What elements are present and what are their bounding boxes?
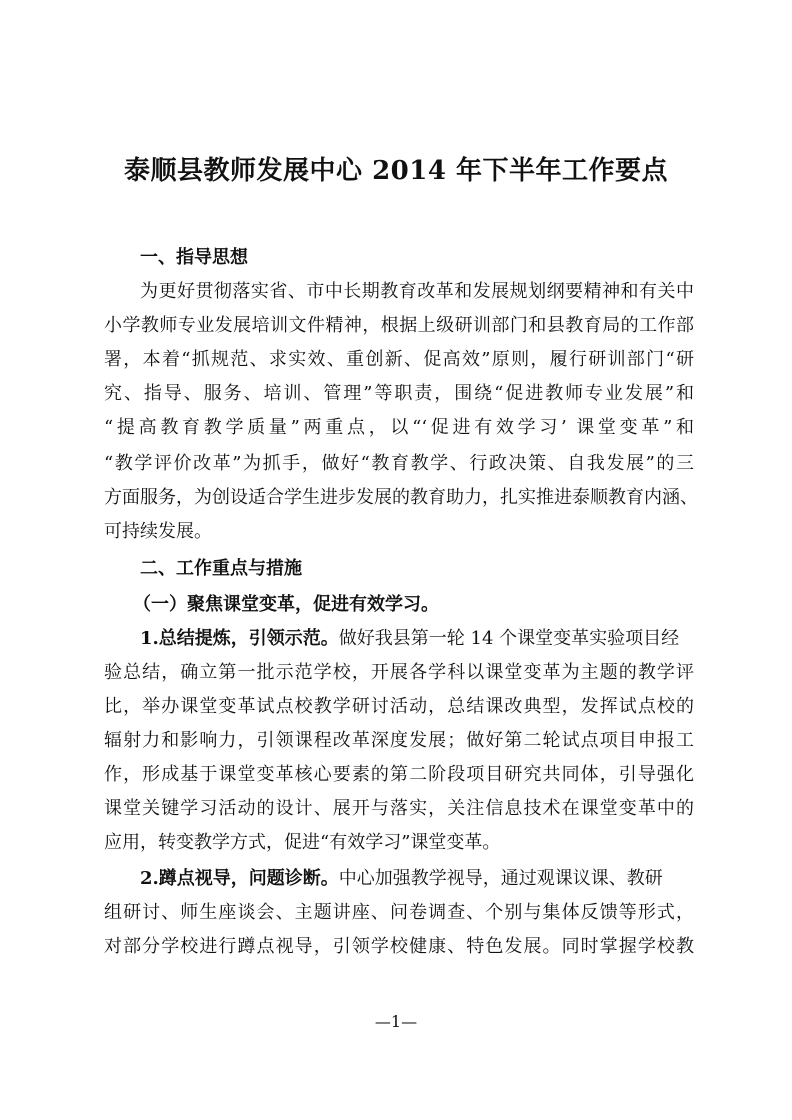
item-2-first-text: 中心加强教学视导，通过观课议课、教研	[338, 868, 663, 889]
item-1-first-line	[140, 625, 694, 653]
paragraph-line: “教学评价改革”为抓手，做好“教育教学、行政决策、自我发展”的三	[104, 453, 694, 474]
item-2-first-line	[140, 865, 694, 893]
item-1-first-text: 做好我县第一轮 14 个课堂变革实验项目经	[338, 628, 680, 649]
paragraph-line: 究、指导、服务、培训、管理”等职责，围绕“促进教师专业发展”和	[104, 383, 694, 404]
paragraph-line: 署，本着“抓规范、求实效、重创新、促高效”原则，履行研训部门“研	[104, 349, 694, 370]
section-heading-guiding-ideology: 一、指导思想	[140, 247, 248, 268]
paragraph-line: “提高教育教学质量”两重点，以“‘促进有效学习’ 课堂变革”和	[104, 417, 694, 438]
paragraph-line: 比，举办课堂变革试点校教学研讨活动，总结课改典型，发挥试点校的	[104, 696, 694, 717]
paragraph-line: 小学教师专业发展培训文件精神，根据上级研训部门和县教育局的工作部	[104, 315, 694, 336]
section-heading-key-work: 二、工作重点与措施	[140, 558, 302, 579]
paragraph-line: 对部分学校进行蹲点视导，引领学校健康、特色发展。同时掌握学校教	[104, 936, 694, 957]
paragraph-line: 作，形成基于课堂变革核心要素的第二阶段项目研究共同体，引导强化	[104, 764, 694, 785]
document-title: 泰顺县教师发展中心 2014 年下半年工作要点	[124, 156, 668, 186]
paragraph-line: 课堂关键学习活动的设计、展开与落实，关注信息技术在课堂变革中的	[104, 798, 694, 819]
item-1-lead: 1.总结提炼，引领示范。	[140, 628, 339, 649]
paragraph-line: 为更好贯彻落实省、市中长期教育改革和发展规划纲要精神和有关中	[140, 281, 694, 302]
paragraph-line: 组研讨、师生座谈会、主题讲座、问卷调查、个别与集体反馈等形式，	[104, 902, 694, 923]
paragraph-line: 验总结，确立第一批示范学校，开展各学科以课堂变革为主题的教学评	[104, 662, 694, 683]
paragraph-line: 应用，转变教学方式，促进“有效学习”课堂变革。	[104, 832, 501, 853]
paragraph-line: 辐射力和影响力，引领课程改革深度发展；做好第二轮试点项目申报工	[104, 730, 694, 751]
paragraph-line: 可持续发展。	[104, 521, 212, 542]
item-2-lead: 2.蹲点视导，问题诊断。	[140, 868, 339, 889]
subsection-heading: （一）聚焦课堂变革，促进有效学习。	[133, 594, 439, 615]
page-number: —1—	[374, 1012, 418, 1031]
paragraph-line: 方面服务，为创设适合学生进步发展的教育助力，扎实推进泰顺教育内涵、	[104, 487, 698, 508]
